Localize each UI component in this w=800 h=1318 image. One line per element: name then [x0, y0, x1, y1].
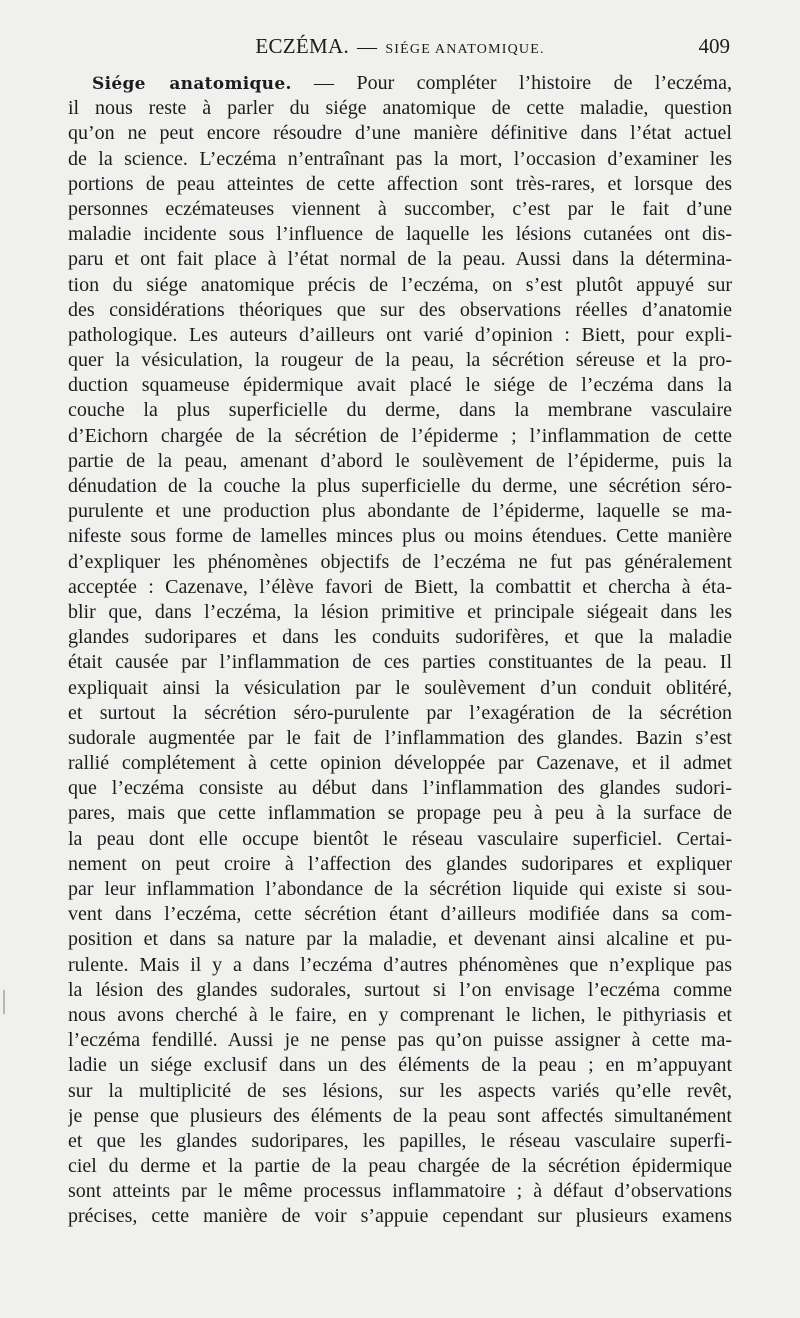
text-line: glandes sudoripares et dans les conduits sudorifères, et que la maladie	[68, 626, 732, 649]
text-line: paru et ont fait place à l’état normal de la peau. Aussi dans la détermina-	[68, 248, 732, 271]
text-line: la peau dont elle occupe bientôt le réseau vasculaire superficiel. Certai-	[68, 827, 732, 850]
text-line: je pense que plusieurs des éléments de la peau sont affectés simultanément	[68, 1104, 732, 1127]
text-line: couche la plus superficielle du derme, dans la membrane vasculaire	[68, 399, 732, 422]
text-line: qu’on ne peut encore résoudre d’une manière définitive dans l’état actuel	[68, 122, 732, 145]
text-line: tion du siége anatomique précis de l’eczéma, on s’est plutôt appuyé sur	[68, 273, 732, 296]
text-line: était causée par l’inflammation de ces parties constituantes de la peau. Il	[68, 651, 732, 674]
text-line: acceptée : Cazenave, l’élève favori de Biett, la combattit et chercha à éta-	[68, 575, 732, 598]
text-line: d’expliquer les phénomènes objectifs de l’eczéma ne fut pas généralement	[68, 550, 732, 573]
text-line: pathologique. Les auteurs d’ailleurs ont varié d’opinion : Biett, pour expli-	[68, 323, 732, 346]
text-line: personnes eczémateuses viennent à succomber, c’est par le fait d’une	[68, 197, 732, 220]
margin-mark	[3, 990, 5, 1014]
text-line: position et dans sa nature par la maladie, et devenant ainsi alcaline et pu-	[68, 928, 732, 951]
text-line: et que les glandes sudoripares, les papilles, le réseau vasculaire superfi-	[68, 1129, 732, 1152]
text-line: que l’eczéma consiste au début dans l’inflammation des glandes sudori-	[68, 777, 732, 800]
text-line: purulente et une production plus abondante de l’épiderme, laquelle se ma-	[68, 500, 732, 523]
section-subtitle: SIÉGE ANATOMIQUE.	[385, 42, 545, 57]
text-line: vent dans l’eczéma, cette sécrétion étant d’ailleurs modifiée dans sa com-	[68, 903, 732, 926]
first-line-text: — Pour compléter l’histoire de l’eczéma,	[291, 72, 732, 94]
text-line: maladie incidente sous l’influence de laquelle les lésions cutanées ont dis-	[68, 223, 732, 246]
text-line: l’eczéma fendillé. Aussi je ne pense pas qu’on puisse assigner à cette ma-	[68, 1029, 732, 1052]
text-line: par leur inflammation l’abondance de la sécrétion liquide qui existe si sou-	[68, 878, 732, 900]
text-line: d’Eichorn chargée de la sécrétion de l’épiderme ; l’inflammation de cette	[68, 424, 732, 447]
text-line: rallié complétement à cette opinion développée par Cazenave, et il admet	[68, 752, 732, 775]
text-line: et surtout la sécrétion séro-purulente par l’exagération de la sécrétion	[68, 701, 732, 724]
text-line: la lésion des glandes sudorales, surtout si l’on envisage l’eczéma comme	[68, 978, 732, 1001]
text-line: des considérations théoriques que sur des observations réelles d’anatomie	[68, 298, 732, 321]
text-line: précises, cette manière de voir s’appuie cependant sur plusieurs examens	[68, 1205, 732, 1228]
page-number: 409	[698, 34, 730, 58]
running-title	[68, 34, 732, 59]
text-line: nifeste sous forme de lamelles minces plus ou moins étendues. Cette manière	[68, 525, 732, 548]
title-dash: —	[357, 36, 378, 58]
text-line: de la science. L’eczéma n’entraînant pas la mort, l’occasion d’examiner les	[68, 147, 732, 170]
text-line: rulente. Mais il y a dans l’eczéma d’autres phénomènes que n’explique pas	[68, 953, 732, 976]
chapter-title: ECZÉMA.	[255, 34, 349, 58]
text-line: sur la multiplicité de ses lésions, sur les aspects variés qu’elle revêt,	[68, 1079, 732, 1102]
text-line	[68, 71, 732, 96]
text-line: blir que, dans l’eczéma, la lésion primitive et principale siégeait dans les	[68, 600, 732, 623]
text-line: sudorale augmentée par le fait de l’inflammation des glandes. Bazin s’est	[68, 726, 732, 749]
text-line: ciel du derme et la partie de la peau chargée de la sécrétion épidermique	[68, 1155, 732, 1178]
body-text	[68, 71, 732, 1230]
section-heading: Siége anatomique.	[92, 74, 292, 94]
text-line: sont atteints par le même processus inflammatoire ; à défaut d’observations	[68, 1180, 732, 1203]
text-line: nement on peut croire à l’affection des glandes sudoripares et expliquer	[68, 852, 732, 875]
text-line: quer la vésiculation, la rougeur de la peau, la sécrétion séreuse et la pro-	[68, 349, 732, 372]
running-head	[68, 34, 732, 66]
text-line: partie de la peau, amenant d’abord le soulèvement de l’épiderme, puis la	[68, 449, 732, 472]
text-line: pares, mais que cette inflammation se propage peu à peu à la surface de	[68, 802, 732, 825]
text-line: portions de peau atteintes de cette affection sont très-rares, et lorsque des	[68, 172, 732, 195]
text-line: dénudation de la couche la plus superficielle du derme, une sécrétion séro-	[68, 475, 732, 497]
text-line: duction squameuse épidermique avait placé le siége de l’eczéma dans la	[68, 374, 732, 397]
text-line: ladie un siége exclusif dans un des éléments de la peau ; en m’appuyant	[68, 1054, 732, 1077]
text-line: nous avons cherché à le faire, en y comprenant le lichen, le pithyriasis et	[68, 1003, 732, 1026]
text-line: il nous reste à parler du siége anatomique de cette maladie, question	[68, 97, 732, 120]
text-line: expliquait ainsi la vésiculation par le soulèvement d’un conduit oblitéré,	[68, 676, 732, 699]
